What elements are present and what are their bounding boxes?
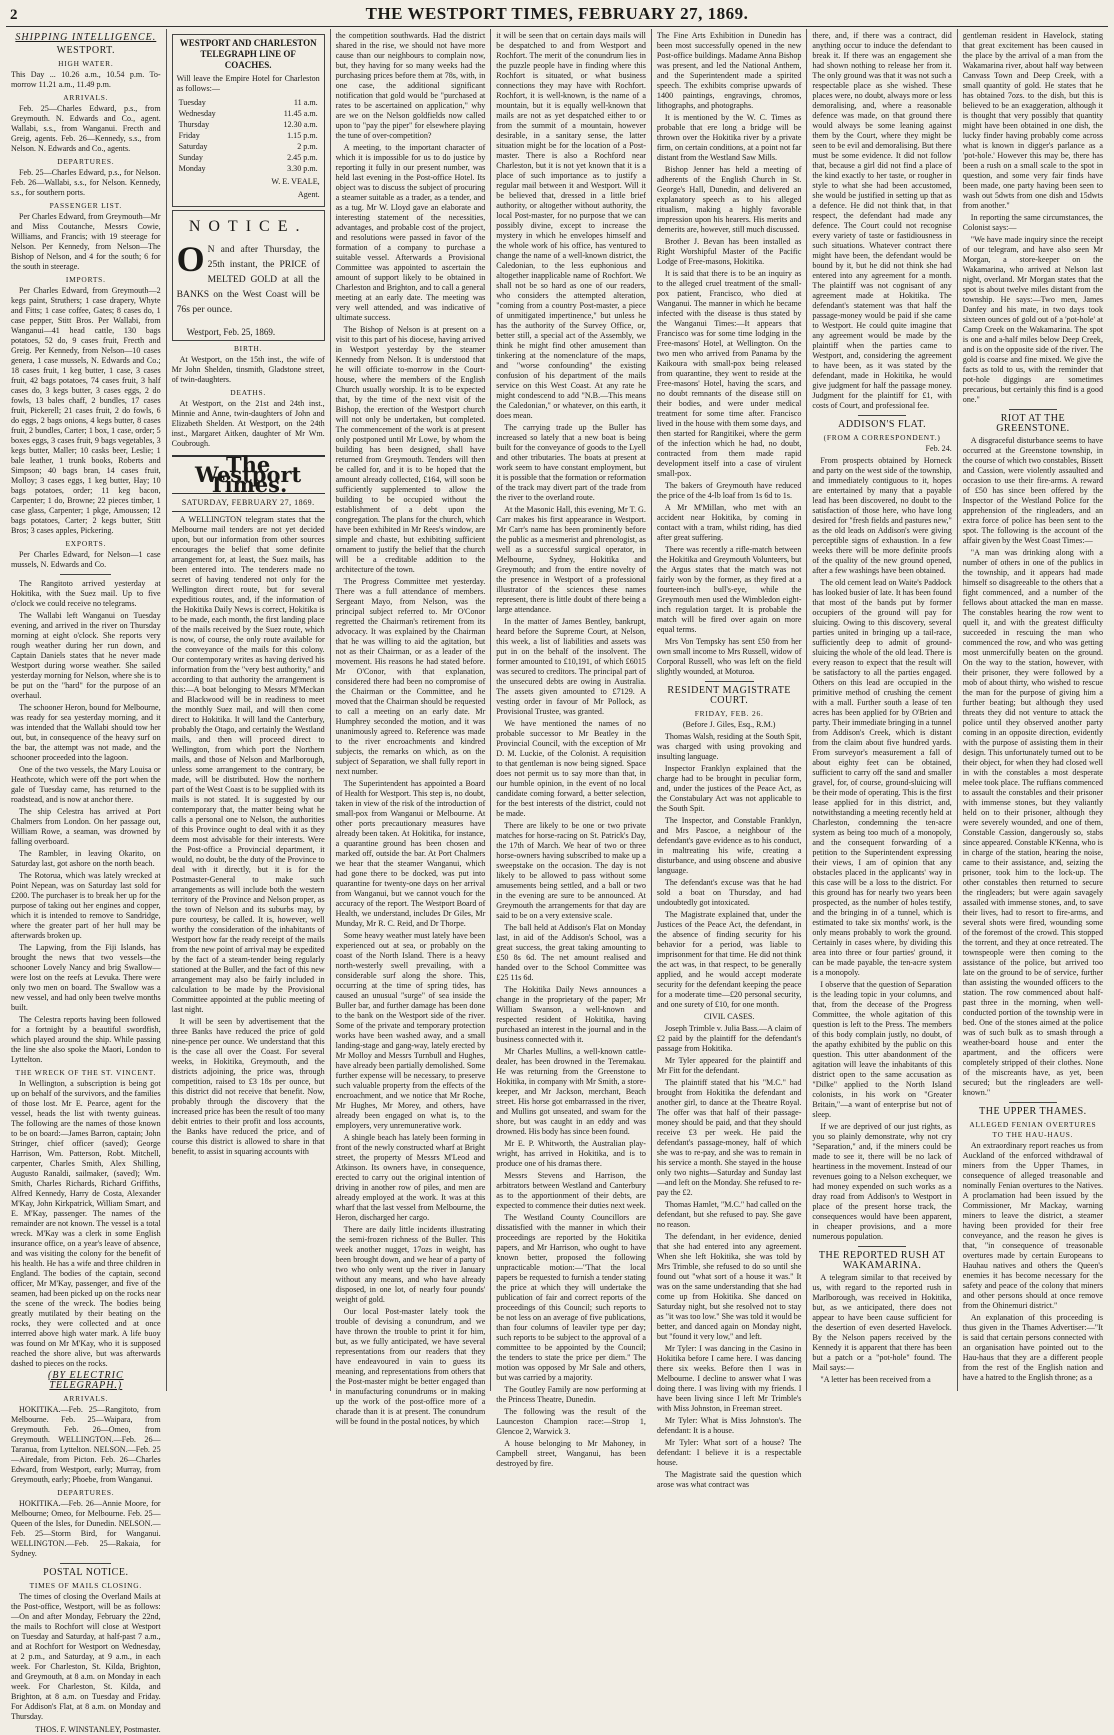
postal-heading: POSTAL NOTICE. xyxy=(43,1567,129,1578)
court-paragraph: Mr Tyler: What is Miss Johnston's. The defendant: It is a house. xyxy=(656,1416,802,1435)
column-local-news-2 xyxy=(491,29,652,1468)
news-paragraph: The bakers of Greymouth have reduced the price of the 4-lb loaf from 1s 6d to 1s. xyxy=(656,481,802,500)
postal-signature: THOS. F. WINSTANLEY, Postmaster. xyxy=(35,1725,161,1734)
timetable-row: Tuesday 11 a.m. xyxy=(178,98,318,107)
court-paragraph: The defendant, in her evidence, denied that she had entered into any agreement. When she left Hokitika, she was told by Mrs Trimble, she refused to do so until she found out "what sort of a house it was." It was on the same understanding that she had come up from Hokitika. She danced on Saturday night, but she resolved not to stay as "it was too low." She was told it would be better, and danced again on Monday night, but "found it very low," and left. xyxy=(656,1232,802,1341)
news-paragraph: The Superintendent has appointed a Board of Health for Westport. This step is, no doubt, taken in view of the risk of the introduction of small-pox from Wanganui or Melbourne. At other ports precautionary measures have already been taken. At Hokitika, for instance, a quarantine ground has been chosen and marked off, outside the bar. At Port Chalmers we hear that the steamer Wanganui, which had gone there to be docked, was put into quarantine for twenty-one days on her arrival from Wanganui, but we cannot vouch for the accuracy of the report. The Westport Board of Health, we understand, includes Dr Giles, Mr Munday, Mr R. C. Reid, and Dr Thorpe. xyxy=(335,779,486,928)
tel-departures-text: HOKITIKA.—Feb. 26—Annie Moore, for Melbourne; Omeo, for Melbourne. Feb. 25—Queen of the Isles, for Dunedin. NELSON.—Feb. 25—Storm Bird, for Wanganui. WELLINGTON.—Feb. 25—Rakaia, for Sydney. xyxy=(11,1499,161,1558)
departures-text: Feb. 25—Charles Edward, p.s., for Nelson. Feb. 26—Wallabi, s.s., for Nelson. Kennedy, s.s., for southern ports. xyxy=(11,168,161,197)
riot-paragraph: A disgraceful disturbance seems to have occurred at the Greenstone township, in the course of which two constables, Bissett and Cassion, were violently assaulted and occasion to use their fire-arms. A reward of £50 has since been offered by the Inspector of the Westland Police for the apprehension of the ringleaders, and an extra force of police has been sent to the spot. The following is the account of the affair given by the West Coast Times:— xyxy=(962,436,1103,545)
column-riot-thames xyxy=(958,29,1108,1391)
postal-subheading: TIMES OF MAILS CLOSING. xyxy=(29,1581,143,1590)
court-paragraph: Mr Tyler: I was dancing in the Casino in Hokitika before I came here. I was dancing there six weeks. Before then I was in Melbourne. I decline to answer what I was doing there. I was living with my friends. I have been living since I left Mr Trimble's with Miss Johnston, in Freeman street. xyxy=(656,1344,802,1413)
court-paragraph: Mr Tyler: What sort of a house? The defendant: I believe it is a respectable house. xyxy=(656,1438,802,1467)
timetable-row: Friday 1.15 p.m. xyxy=(178,131,318,140)
rush-continued: gentleman resident in Havelock, stating that great excitement has been caused in the place by the arrival of a man from the Wakamarina river, about half way between Canvass Town and Deep Creek, with a small quantity of gold. He states that he has obtained 7ozs. to the dish, but this is believed to be an exaggeration, although it is thought that very possibly that quantity might have been obtained in one dish, the lucky finder having probably come across what is known in digger's parlance as a 'pot-hole.' However this may be, there has been a rush on a small scale to the spot in question, and some very fair finds have been made, one party having been seen to wash out 5dwts from one dish and 15dwts from another." xyxy=(962,31,1103,210)
departures-heading: DEPARTURES. xyxy=(57,157,115,166)
thames-heading: THE UPPER THAMES. xyxy=(979,1106,1087,1117)
court-paragraph: Joseph Trimble v. Julia Bass.—A claim of £2 paid by the plaintiff for the defendant's passage from Hokitika. xyxy=(656,1024,802,1053)
timetable-row: Monday 3.30 p.m. xyxy=(178,164,318,173)
court-paragraph: Thomas Walsh, residing at the South Spit, was charged with using provoking and insulting language. xyxy=(656,732,802,761)
news-paragraph: The following was the result of the Launceston Champion race:—Strop 1, Glencoe 2, Warwick 3. xyxy=(496,1407,646,1436)
coach-advert-role: Agent. xyxy=(297,190,320,199)
news-paragraph: Brother J. Bevan has been installed as Right Worshipful Master of the Pacific Lodge of Free-masons, Hokitika. xyxy=(656,237,802,266)
thames-paragraph: An extraordinary report reaches us from Auckland of the enforced withdrawal of miners from the Upper Thames, in consequence of alleged treasonable and nominally Fenian overtures to the Natives. A proclamation had been issued by the Commissioner, Mr Mackay, warning miners to leave the district, a steamer having been provided for their free conveyance, and the reason he gives is that, "in consequence of treasonable overtures made by certain Europeans to Hauhau natives and others the Queen's enemies it has become necessary for the safety and peace of the colony that miners and other persons should at once remove from the Ohinemuri district." xyxy=(962,1141,1103,1310)
news-paragraph: Mr Charles Mullins, a well-known cattle-dealer, has been drowned in the Teremakau. He was returning from the Greenstone to Hokitika, in company with Mr Smith, a store-keeper, and Mr Jackson, merchant, Beach street. His horse got embarrassed in the river, and Mullins got unseated, and swam for the shore, but was caught in an eddy and was drowned. His body has since been found. xyxy=(496,1047,646,1136)
shipping-paragraph: The Celestra reports having been followed for a fortnight by a beautiful swordfish, which played around the ship. While passing the line she also spoke the Maori, London to Lyttelton. xyxy=(11,1015,161,1064)
news-paragraph: Some heavy weather must lately have been experienced out at sea, or probably on the coast of the North Island. There is a heavy north-westerly swell prevailing, with a considerable surf along the shore. This, occurring at the time of spring tides, has caused an unusual "surge" of sea inside the Buller bar, and further damage has been done to the bank on the Westport side of the river. Some of the private and temporary protection works have been washed away, and a small landing-stage and gang-way, lately erected by Mr Molloy and Messrs Turnbull and Hughes, have already been partially demolished. Some further expense will be necessary, to preserve such valuable property from the effects of the encroachment, and we notice that Mr Roche, Mr Hughes, Mr Morey, and others, have already been engaged on what is, to the employers, very unremunerative work. xyxy=(335,931,486,1130)
notice-dropcap: O xyxy=(176,239,205,279)
news-paragraph: There are likely to be one or two private matches for horse-racing on St. Patrick's Day, the 17th of March. We hear of two or three horse-owners having subscribed to make up a sweepstake on the occasion. The day is not likely to be allowed to pass without some amusements being settled, and a ball or two in the evening are sure to be announced. At Greymouth the arrangements for that day are said to be on a very extensive scale. xyxy=(496,821,646,920)
shipping-paragraph: The Rambler, in leaving Okarito, on Saturday last, got ashore on the north beach. xyxy=(11,849,161,868)
birth-heading: BIRTH. xyxy=(233,344,263,353)
addison-date: Feb. 24. xyxy=(925,444,952,453)
news-paragraph: The Fine Arts Exhibition in Dunedin has been most successfully opened in the new Post-office buildings. Madame Anna Bishop was present, and led the National Anthem, and the Superintendent made a spirited speech. The exhibits comprise upwards of 1400 paintings, engravings, chromos, lithographs, and photographs. xyxy=(656,31,802,110)
rush-paragraph: "We have made inquiry since the receipt of our telegram, and have also seen Mr Morgan, a store-keeper on the Wakamarina, who arrived at Nelson last night, overland. Mr Morgan states that the spot is about twelve miles distant from the township. He says:—Two men, James Danfey and his mate, in two days took sixteen ounces of gold out of a 'pot-hole' at Camp Creek on the Wakamarina. The spot is one and a-half miles below Deep Creek, and is on the opposite side of the river. The gold is coarse and fine mixed. We give the facts as told to us, with the reminder that pot-hole diggings are sometimes precarious, but certainly this find is a good one." xyxy=(962,235,1103,404)
timetable-row: Wednesday 11.45 a.m. xyxy=(178,109,318,118)
court-paragraph: The Magistrate explained that, under the Justices of the Peace Act, the defendant, in the absence of finding security for his behavior for a period, was liable to imprisonment for that time. He did not think the act was, in that respect, to be generally applied, and he would accept moderate security for the defendant keeping the peace for a moderate time—£20 personal security, and one surety of £10, for one month. xyxy=(656,910,802,1009)
court-date: FRIDAY, FEB. 26. xyxy=(694,709,764,718)
column-local-news-1 xyxy=(331,29,492,1426)
news-paragraph: A shingle beach has lately been forming in front of the newly constructed wharf at Bright street, the property of Messrs M'Leod and Atkinson. Its owners have, in consequence, erected to carry out the original intention of driving in another row of piles, and men are already employed at the work. It was at this wharf that the last vessel from Melbourne, the Heron, discharged her cargo. xyxy=(335,1133,486,1222)
news-paragraph: The ball held at Addison's Flat on Monday last, in aid of the Addison's School, was a great success, the great taking amounting to £50 8s 6d. The net amount realised and handed over to the School Committee was £25 11s 6d. xyxy=(496,923,646,982)
rush-paragraph: In reporting the same circumstances, the Colonist says:— xyxy=(962,213,1103,232)
exports-text: Per Charles Edward, for Nelson—1 case mussels, N. Edwards and Co. xyxy=(11,550,161,569)
news-paragraph: There are daily little incidents illustrating the semi-frozen richness of the Buller. This week another nugget, 17ozs in weight, has been brought down, and we hear of a party of two who only went up the river in January without any means, and who have already disposed, in one lot, of nearly four pounds' weight of gold. xyxy=(335,1225,486,1304)
court-paragraph: The defendant's excuse was that he had sold a boat on Thursday, and had undoubtedly got intoxicated. xyxy=(656,878,802,907)
news-paragraph: At the Masonic Hall, this evening, Mr T. G. Carr makes his first appearance in Westport. Mr Carr's name has been prominently before the public as a mesmerist and phrenologist, as well as a successful surgical operator, in Melbourne, Sydney, Hokitika and Greymouth; and from the entire novelty of the presence in Westport of a professional illustrator of the sciences these names represent, there is little doubt of there being a large attendance. xyxy=(496,505,646,614)
news-paragraph: A meeting, to the important character of which it is impossible for us to do justice by reporting it fully in our present number, was held last evening in the Post-office Hotel. Its object was to discuss the subject of procuring a steamer suitable as a trader, as a tender, and as a tug. Mr W. Lloyd gave an elaborate and interesting statement of the necessities, advantages, and probable cost of the project, and resolutions were passed in favor of the formation of a company to purchase a suitable vessel. Afterwards a Provisional Committee was appointed to ascertain the amount of support likely to be obtained in Charleston and Brighton, and to call a general meeting at an early date. The meeting was very well attended, and was indicative of ultimate success. xyxy=(335,143,486,322)
news-paragraph: Messrs Stevens and Harrison, the arbitrators between Westland and Canterbury as to the apportionment of their debts, are expected to commence their duties next week. xyxy=(496,1171,646,1210)
addison-heading: ADDISON'S FLAT. xyxy=(838,419,927,430)
court-bench: (Before J. Giles, Esq., R.M.) xyxy=(682,720,776,729)
birth-text: At Westport, on the 15th inst., the wife of Mr John Shelden, tinsmith, Gladstone street, of twin-daughters. xyxy=(171,355,325,384)
postal-text: The times of closing the Overland Mails at the Post-office, Westport, will be as follows:—On and after Monday, February the 22nd, the mails to Rochfort will close at Westport on Tuesday and Saturday, at half-past 7 a.m., and at Rochfort for Westport on Wednesday, at 2 p.m., and Saturday, at 9 a.m., in each week. For Charleston, St. Kilda, Brighton, and Greymouth, at 8 a.m. on Monday in each week. For Charleston, St. Kilda, and Brighton, at 8 a.m. on Tuesday and Friday. For Addison's Flat, at 8 a.m. on Monday and Thursday. xyxy=(11,1592,161,1721)
coach-advert-intro: Will leave the Empire Hotel for Charleston as follows:— xyxy=(176,74,320,93)
news-paragraph: Our local Post-master lately took the trouble of devising a conundrum, and we have thrown the trouble to print it for him, but, as we fully anticipated, we have several representations from our readers that they have endeavoured in vain to guess its meaning, and representations from others that the Post-master might be better engaged than in manufacturing conundrums or in making up the work of the post-office more of a charade than it is at present. The conundrum will be found in the postal notices, by which xyxy=(335,1307,486,1426)
court-paragraph: The Inspector, and Constable Franklyn, and Mrs Pascoe, a neighbour of the defendant's gave evidence as to his conduct, in maltreating his wife, creating a disturbance, and using obscene and abusive language. xyxy=(656,816,802,875)
court-paragraph: Inspector Franklyn explained that the charge had to be brought in peculiar form, and, under the justices of the Peace Act, as the Constabulary Act was not applicable to the South Spit. xyxy=(656,764,802,813)
court-paragraph: Thomas Hamlet, "M.C." had called on the defendant, but she refused to pay. She gave no reason. xyxy=(656,1200,802,1229)
editorial-dateline: SATURDAY, FEBRUARY 27, 1869. xyxy=(172,498,325,512)
timetable-row: Thursday 12.30 a.m. xyxy=(178,120,318,129)
news-paragraph: the competition southwards. Had the district shared in the rise, we should not have more cause than our neighbours to complain now, but, they having for so many weeks had the purchasing prices before them at 78s, with, in one case, the additional significant notification that gold would be "purchased at rates to be ascertained on application," why are we on the Nelson goldfields now called upon to "pay the piper" for elsewhere playing the tune of over-competition? xyxy=(335,31,486,140)
editorial-paragraph: A WELLINGTON telegram states that the Melbourne mail tenders are not yet decided upon, but our information from other sources encourages the belief that some definite arrangement for, at least, the Suez mails, has been entered into. The tenderers made no secret of having tendered not only for the Wellington direct route, but for several expeditious routes, and, if the information of the Hokitika Daily News is correct, Hokitika is to be made, each month, the first landing place of the mails received by the Suez route, which is now, of course, the only route available for the conveyance of the mails for this colony. Our contemporary writes as having derived his information from the "very best authority," and according to that authority the arrangement is this:—A boat belonging to Messrs M'Meckan and Blackwood will be in readiness to meet the monthly Suez mail, and will then come direct to Hokitika. It will land the Canterbury, probably the Otago, and certainly the Westland mails, and then will proceed direct to Wellington, from which port the Northern mails, and those of Nelson and Marlborough, unless some arrangement to the contrary, be made, will be distributed. How the northern part of the West Coast is to be supplied with its mails is not stated. It is suggested by our contemporary that, the matter being what he calls a personal one to Nelson, the authorities of this Province ought to deal with it as they deem most advisable for their interests. Were the Post-office a Provincial department, it would, no doubt, be the duty of the Province to deal with it directly, but it is for the Postmaster-General to make such arrangements as will include both the western territory of the Province and Nelson proper, as the town of Nelson and its suburbs may, by pure courtesy, be called. It is, however, well worthy the consideration of the inhabitants of Westport how far the ready receipt of the mails from the new point of arrival may be expedited by the fact of a steam-tender being regularly stationed at the Buller, and the fact of this new arrangement may also be fairly included in calculation to be made by the Provisional Committee appointed at the public meeting of last night. xyxy=(171,515,325,1014)
column-addisons-flat xyxy=(807,29,957,1391)
tel-departures-heading: DEPARTURES. xyxy=(57,1488,115,1497)
timetable-row: Saturday 2 p.m. xyxy=(178,142,318,151)
masthead xyxy=(6,4,1108,27)
gold-price-notice xyxy=(172,210,325,341)
deaths-text: At Westport, on the 21st and 24th inst., Minnie and Anne, twin-daughters of John and Elizabeth Shelden. At Westport, on the 24th inst., Margaret Aitken, daughter of Mr Wm. Coubrough. xyxy=(171,399,325,448)
column-ads-editorial xyxy=(167,29,331,1391)
riot-paragraph: "A man was drinking along with a number of others in one of the publics in the township, and it appears had made himself so disagreeable to the others that a fight commenced, and a number of the fellows about attacked the man en masse. The constables hearing the row went to quell it, and with the greatest difficulty succeeded in rescuing the man who commenced the row, and who was getting most unmercifully beaten on the ground. On the way to the station, however, with their prisoner, they were followed by a mob of about thirty, who wished to rescue the man for the purpose of giving him a further beating; but although they used threats they did not venture to attack the police until they observed another party coming in an opposite direction, evidently with the purpose of assisting them in their design. This unfortunately turned out to be their object, for when they had closed well in with the constables a most desperate melee took place. The ruffians commenced to assault the constables and their prisoner with immense stones, but they valiantly held on to their prisoner, although they were severely wounded, and one of them, Constable Cassion, dangerously so, stabs since appeared. Constable K'Kenna, who is in charge of the station, hearing the noise, came to their assistance, and, seizing the prisoner, took him to the lock-up. The other constables then returned to secure the ringleaders; but were again savagely assailed with immense stones, and, to save their lives, had to resort to fire-arms, and several shots were fired, wounding some of the foremost of the crowd. This stopped the torrent, and they at once retreated. The townspeople were then coming to the assistance of the police, but arrived too late on the ground to be of service, further than assisting the wounded officers to the station. The row commenced about half-past three in the morning, when well-conducted portion of the township were in bed. One of the stones aimed at the police was of such bulk as to smash through a weather-board house and enter the apartment, and the officers were completely stripped of their clothes. None of the miscreants have, as yet, been secured; but the ringleaders are well-known." xyxy=(962,548,1103,1097)
coach-advert xyxy=(172,34,325,207)
news-paragraph: It is mentioned by the W. C. Times as probable that ere long a bridge will be thrown over the Hokitika river by a private firm, on certain conditions, at a point not far distant from the Westland Saw Mills. xyxy=(656,113,802,162)
addison-paragraph: The old cement lead on Waite's Paddock has looked busier of late. It has been found that most of the bands put by former occupiers of the ground will pay for sluicing. Owing to this discovery, several parties united in bringing up a tail-race, sufficiently deep to admit of ground-sluicing the whole of the old lead. There is every reason to expect that the result will be satisfactory to all the parties engaged. Others on this lead are occupied in the primitive method of crushing the cement with a mall. Further south a lease of ten acres has been applied for by O'Brien and party. Their immediate bringing in a tunnel from Addison's Creek, which is distant from the claim about five hundred yards. From surveyor's measurement a fall of about eighty feet can be obtained, sufficient to carry off the sand and smaller gravel, for, of course, ground-sluicing will be their mode of operating. This is the first lease applied for in this district, and, notwithstanding a meeting recently held at Charleston, condemning the ten-acre system as being too much of a monopoly, and the consequent forwarding of a petition to the Superintendent expressing their views, I am of opinion that any obstacles placed in the applicants' way in this case will be a loss to the district. For this ground has for nearly two years been prospected, as the number of holes testify, and the bringing in of a tunnel, which is estimated to take six months' work, is the only means probably to work the ground. Certainly in cases where, by dividing this area into three or four parties' ground, it can be made payable, the ten-acre system is a monopoly. xyxy=(812,578,952,977)
rush-paragraph: "A letter has been received from a xyxy=(820,1375,931,1384)
shipping-paragraph: The Rangitoto arrived yesterday at Hokitika, with the Suez mail. Up to five o'clock we could receive no telegrams. xyxy=(11,579,161,608)
court-continued: there, and, if there was a contract, did anything occur to induce the defendant to break it. If there was an engagement she had shown nothing to release her from it. The only ground was that it was not such a respectable place as she wished. These places were, no doubt, always more or less demoralising, and, where a reasonable defence was made, on that ground there would always be some leaning against them by the Court, where they might be seen to be evil and demoralising. But there must be some evidence. It did not follow that, because a girl did not find a place of the kind exactly to her taste, or rougher in style to what she had been accustomed, she would be justified in setting up that as a defence. He did not think that, in that respect, the defendant had made any defence. The Court could not recognise every variety of taste or fastidiousness in such situations. Whatever contract there might have been, the defendant would be bound by it, but he did not think she had entered into any agreement for a month. The plaintiff was not cognisant of any agreement made at Hokitika. The defendant's statement was that half the passage-money would be paid if she came to Westport. He could quite imagine that any agreement would be made by the plaintiff when the parties came to Westport, and, considering the agreement to have been, as it was stated by the defendant, made in Hokitika, he would give judgment for half the passage money. Judgment for the plaintiff for £1, with costs of Court, and professional fee. xyxy=(812,31,952,410)
news-paragraph: We have mentioned the names of no probable successor to Mr Beatley in the Provincial Council, with the exception of Mr D. M. Luckie, of the Colonist. A requisition to that gentleman is now being signed. Space does not permit us to say more than that, in our humble opinion, in the event of no local candidate coming forward, a better selection, for the best interests of the district, could not be made. xyxy=(496,719,646,818)
notice-title: NOTICE. xyxy=(188,218,308,235)
court-paragraph: The Magistrate said the question which arose was what contract was xyxy=(656,1470,802,1489)
wreck-text: In Wellington, a subscription is being got up on behalf of the survivors, and the families of those lost. Mr E. Pearce, agent for the vessel, heads the list with twenty guineas. The following are the names of those known to be on board:—James Barron, captain; John Stringer, chief officer (saved); George Harrison, Wm. Patterson, Robt. Mitchell, carpenter, Charles Smith, Alex Shilling, Augusto Ranaldi, sailmaker, (saved); Wm. Smith, Charles Richards, Richard Griffiths, Alfred Kennedy, Harry de Costa, Alexander M'Kay, John Kirkpatrick, William Smart, and E. M'Kay, passenger. The names of the remainder are not known. The vessel is a total wreck. M'Kay was a clerk in some English insurance office, on a year's leave of absence, and was visiting the colony for the benefit of his health. He has a wife and three children in England. The bodies of the captain, second officer, Mr M'Kay, passenger, and five of the seamen, had been picked up on the rocks near the scene of the wreck. The bodies being greatly mutilated by their beating on the rocks, they were collected and at once interred above high water mark. A life buoy was found on Mr M'Kay, who it is supposed reached the shore alive, but was afterwards dashed to pieces on the rocks. xyxy=(11,1079,161,1368)
page-number: 2 xyxy=(10,7,18,23)
coach-advert-signature: W. E. VEALE, xyxy=(271,177,320,186)
rush-heading: THE REPORTED RUSH AT WAKAMARINA. xyxy=(818,1250,946,1271)
newspaper-title: THE WESTPORT TIMES, FEBRUARY 27, 1869. xyxy=(365,4,749,23)
high-water-text: This Day ... 10.26 a.m., 10.54 p.m. To-morrow 11.21 a.m., 11.49 p.m. xyxy=(11,70,161,89)
shipping-paragraph: The ship Celestra has arrived at Port Chalmers from London. On her passage out, William Rowe, a seaman, was drowned by falling overboard. xyxy=(11,807,161,846)
editorial-paragraph: It will be seen by advertisement that the three Banks have reduced the price of gold nine-pence per ounce. We understand that this is the case all over the Coast. For several weeks, in Hokitika, Greymouth, and the districts adjoining, the price was, through competition, raised to £3 18s per ounce, but this district did not receive that benefit. Now, probably through the discovery that the increased price has been the result of too many debit entries to their profit and loss accounts, the Banks have reduced the price, and of course this district is allowed to share in that benefit, to assist in squaring accounts with xyxy=(171,1017,325,1156)
addison-paragraph: If we are deprived of our just rights, as you so plainly demonstrate, why not cry "Separation," and, if the miners could be made to see it, there will be no lack of heartiness in the movement. Instead of our revenues going to a Nelson exchequer, we had money expended on such works as a dray road from Addison's to Westport in place of the present horse track, the consequences would have been apparent, in cheaper provisions, and a more numerous population. xyxy=(812,1122,952,1241)
addison-subheading: (FROM A CORRESPONDENT.) xyxy=(823,433,941,442)
deaths-heading: DEATHS. xyxy=(230,388,267,397)
news-paragraph: Mr E. P. Whitworth, the Australian play-wright, has arrived in Hokitika, and is to produce one of his dramas there. xyxy=(496,1139,646,1168)
coach-timetable xyxy=(177,97,320,174)
news-paragraph: The Westland County Councillors are dissatisfied with the manner in which their proceedings are reported by the Hokitika papers, and Mr Harrison, who ought to have known better, proposed the following unpracticable motion:—"That the local papers be requested to furnish a tender stating the price at which they will undertake the publication of fair and correct reports of the proceedings of this Council; such reports to be not less on an average of five publications, than four columns of leaviler type per day; such reports to be subject to the approval of a committee to be appointed by the Council; the tenders to state the price per diem." The motion was opposed by Mr Sale and others, but was carried by a majority. xyxy=(496,1213,646,1382)
news-paragraph: The Bishop of Nelson is at present on a visit to this part of his diocese, having arrived in Westport yesterday by the steamer Kennedy from Nelson. It is understood that he will officiate to-morrow in the Court-house, where the members of the English Church usually worship. It is to be expected that, by the time of the next visit of the Bishop, the erection of the Westport church will not only be undertaken, but completed. The commencement of the work is at present only postponed until Mr Lowe, by whom the building has been designed, shall have returned from Greymouth. Tenders will then be called for, and it is to be hoped that the amount already collected, £164, will soon be sufficiently supplemented to allow the building to be occupied without the establishment of a debt upon the congregation. The plans for the church, which have been exhibited in Mr Rees's window, are simple and chaste, but exhibiting sufficient ornament to justify the belief that the church will be a creditable addition to the architecture of the town. xyxy=(335,325,486,574)
news-paragraph: There was recently a rifle-match between the Hokitika and Greymouth Volunteers, but the Argus states that the match was not fairly won by the former, as they fired at a fourteen-inch bull's-eye, while the Greymouth men used the Wimbledon eight-inch regulation target. It is probable the match will be fired over again on more equal terms. xyxy=(656,545,802,634)
news-paragraph: A Mr M'Millan, who met with an accident near Hokitika, by coming in contact with a tram, whilst riding, has died after great suffering. xyxy=(656,503,802,542)
news-paragraph: Mrs Von Tempsky has sent £50 from her own small income to Mrs Russell, widow of Corporal Russell, who was left on the field slightly wounded, at Moturoa. xyxy=(656,637,802,676)
column-shipping xyxy=(6,29,167,1734)
shipping-paragraph: The Lapwing, from the Fiji Islands, has brought the news that two vessels—the schooner Lovely Nancy and brig Swallow—were lost on the reefs at Levuka. There were only two men on board. The Swallow was a new vessel, and had only been twelve months built. xyxy=(11,943,161,1012)
nameplate: The Westport Times. xyxy=(172,455,325,494)
news-paragraph: The Hokitika Daily News announces a change in the proprietary of the paper; Mr William Swanson, a well-known and respected resident of Hokitika, having purchased an interest in the journal and in the business connected with it. xyxy=(496,985,646,1044)
section-heading: SHIPPING INTELLIGENCE. xyxy=(15,32,157,43)
news-paragraph: The Progress Committee met yesterday. There was a full attendance of members. Sergeant Mayo, from Nelson, was the principal subject referred to. Mr O'Conor regretted the Chairman's retirement from its advocacy. It was explained by the Chairman that he was willing to aid the agitation, but not as their Chairman, or as a leader of the movement. His reasons he had stated before. Mr O'Conor, with that explanation, considered there had been no compromise of the Chairman or the Committee, and he moved that the Chairman should be requested to call a meeting on an early date. Mr Humphrey seconded the motion, and it was unanimously agreed to. Reference was made to the river encroachments and kindred subjects, the remarks on which, as on the subject of Separation, we shall fully report in next number. xyxy=(335,577,486,776)
arrivals-heading: ARRIVALS. xyxy=(63,93,109,102)
shipping-paragraph: One of the two vessels, the Mary Louisa or Heathcote, which were off the port when the gale of Tuesday came, has returned to the roadstead, and is now at anchor there. xyxy=(11,765,161,804)
thames-paragraph: An explanation of this proceeding is thus given in the Thames Advertiser:—"It is said that certain persons connected with an organisation have pointed out to the Hau-haus that they are a different people from the rest of the English nation and have a hatred to the English throne; as a xyxy=(962,1313,1103,1382)
rush-paragraph: A telegram similar to that received by us, with regard to the reported rush in Marlborough, was received in Hokitika, but, as we anticipated, there does not appear to have been cause sufficient for the desertion of even deserted Havelock. By the Nelson papers received by the Kennedy it is apparent that there has been but a patch or a "pot-hole" found. The Mail says:— xyxy=(812,1273,952,1372)
coach-advert-title: WESTPORT AND CHARLESTON TELEGRAPH LINE OF COACHES. xyxy=(179,38,317,70)
news-paragraph: Bishop Jenner has held a meeting of adherents of the English Church in St. George's Hall, Dunedin, and delivered an explanatory speech as to his alleged ritualism, making a highly favorable impression upon his hearers. His merits and demerits are, however, still much discussed. xyxy=(656,165,802,234)
notice-date: Westport, Feb. 25, 1869. xyxy=(186,327,276,337)
arrivals-text: Feb. 25—Charles Edward, p.s., from Greymouth. N. Edwards and Co., agent. Wallabi, s.s., from Wanganui. Frecth and Greig, agents. Feb. 26—Kennedy, s.s., from Nelson. N. Edwards and Co., agents. xyxy=(11,104,161,153)
imports-text: Per Charles Edward, from Greymouth—2 kegs paint, Struthers; 1 case drapery, Whyte and Fitts; 1 case coffee, Gates; 8 cases do, 1 case pepper, Stitt Bros. Per Wallabi, from Wanganui—41 head cattle, 130 bags potatoes, 52 do, 9 cases fruit, Frecth and Greig. Per Kennedy, from Nelson—10 cases genera, 1 case mussels, N. Edwards and Co.; 18 cases fruit, 1 keg butter, 1 case, 3 cases fruit, 42 bags potatoes, 74 cases fruit, 3 half cases do, 3 kegs butter, 3 cases eggs, 2 do fowls, 13 bales chaff, 2 bundles, 17 cases fruit, Pickerell; 21 cases fruit, 2 do fowls, 6 do eggs, 2 bags onions, 4 kegs butter, 8 cases fruit, 2 bundles, Carter; 1 box, 1 case, order; 5 boxes eggs, 3 cases fruit, 9 bags vegetables, 3 kegs butter, Maller; 10 casks beer, Leslie; 1 bale leather, 1 trunk books, Roberts and Simpson; 40 bags bran, 14 cases fruit, Molloy; 3 cases eggs, 1 keg butter, Hay; 10 bags potatoes, order; 11 keg bacon, Carpenter; 1 do, Browne; 22 pieces timber, 1 case glass, Carpenter; 1 pkge, Amoussen; 12 bags potatoes, Carter; 2 kegs butter, Stitt Bros; 3 cases apples, Pickering. xyxy=(11,286,161,535)
news-paragraph: It is said that there is to be an inquiry as to the alleged cruel treatment of the small-pox patient, Francisco, who died at Wanganui. The manner in which he became infected with the disease is thus stated by the Wanganui Times:—It appears that Francisco was for some time lodging in the Free-masons' Hotel, at Wellington. On the two men who arrived from Panama by the Kaikoura with small-pox being released from quarantine, they went to reside at the Free-masons' Hotel, having the scars, and no doubt remnants of the disease still on their bodies, and were under medical treatment for some time after. Francisco lived in the house with them some days, and then started for Rangitikei, where the germ of the infection which he had, no doubt, contracted from them made rapid development itself into a case of virulent small-pox. xyxy=(656,269,802,478)
shipping-paragraph: The Rotorua, which was lately wrecked at Point Nepean, was on Saturday last sold for £200. The purchaser is to break her up for the purpose of taking out her engines and copper, which it is intended to remove to Sandridge, where the greater part of her hull may be afterwards broken up. xyxy=(11,871,161,940)
tel-arrivals-heading: ARRIVALS. xyxy=(63,1394,109,1403)
thames-subheading: ALLEGED FENIAN OVERTURES TO THE HAU-HAUS. xyxy=(969,1120,1097,1139)
place-heading: WESTPORT. xyxy=(56,45,116,56)
columns xyxy=(6,29,1108,1734)
column-news-court xyxy=(652,29,808,1489)
news-paragraph: In the matter of James Bentley, bankrupt, heard before the Supreme Court, at Nelson, this week, a list of liabilities and assets was put in on the behalf of the insolvent. The former amounted to £10,191, of which £6015 was secured to creditors. The principal part of the unsecured debts are owing in Australia. The assets given amounted to £7129. A vesting order in favour of Mr Pollock, as Provisional Trustee, was granted. xyxy=(496,617,646,716)
addison-paragraph: I observe that the question of Separation is the leading topic in your columns, and that, from the decease of the Progress Committee, the whole agitation of this question is left to the Press. The members of this body complain justly, no doubt, of the apathy exhibited by the public on this question. This utter abandonment of the agitation will leave the inhabitants of this district open to the same accusation as "Dilke" applied to the North Island colonists, in his work on "Greater Britain,"—a want of enterprise but not of sleep. xyxy=(812,980,952,1119)
wreck-heading: THE WRECK OF THE ST. VINCENT. xyxy=(15,1068,157,1077)
riot-heading: RIOT AT THE GREENSTONE. xyxy=(996,413,1070,434)
shipping-paragraph: The schooner Heron, bound for Melbourne, was ready for sea yesterday morning, and it was intended that the Wallabi should tow her out, but, in consequence of the heavy surf on the bar, the attempt was not made, and the schooner proceeded into the lagoon. xyxy=(11,703,161,762)
passengers-heading: PASSENGER LIST. xyxy=(49,201,122,210)
notice-body: N and after Thursday, the 25th instant, the PRICE of MELTED GOLD at all the BANKS on the West Coast will be 76s per ounce. xyxy=(176,244,320,315)
high-water-heading: HIGH WATER. xyxy=(58,59,114,68)
news-paragraph: A house belonging to Mr Mahoney, in Campbell street, Wanganui, has been destroyed by fire. xyxy=(496,1439,646,1468)
imports-heading: IMPORTS. xyxy=(65,275,106,284)
civil-cases-heading: CIVIL CASES. xyxy=(703,1012,755,1021)
tel-arrivals-text: HOKITIKA.—Feb. 25—Rangitoto, from Melbourne. Feb. 25—Waipara, from Greymouth. Feb. 26—Omeo, from Greymouth. WELLINGTON.—Feb. 26—Taranua, from Lyttelton. NELSON.—Feb. 25—Airedale, from Picton. Feb. 26—Charles Edward, from Westport, early; Murray, from Greymouth, early; Phoebe, from Wanganui. xyxy=(11,1405,161,1484)
news-paragraph: The Goutley Family are now performing at the Princess Theatre, Dunedin. xyxy=(496,1385,646,1404)
shipping-paragraph: The Wallabi left Wanganui on Tuesday evening, and arrived in the river on Thursday morning at eight o'clock. She reports very rough weather during her run down, and Captain Daniels states that he never made Westport during worse weather. She sailed yesterday morning for Nelson, where she is to be put on the "hard" for the purpose of an overhaul. xyxy=(11,611,161,700)
court-paragraph: Mr Tyler appeared for the plaintiff and Mr Fitt for the defendant. xyxy=(656,1056,802,1075)
addison-paragraph: From prospects obtained by Horneck and party on the west side of the township, and immediately contiguous to it, hopes are entertained by many that a payable lead has been discovered, no doubt to the satisfaction of those here, who have long desired for "fresh fields and pastures new," as the old leads on Addison's were giving perceptible signs of exhaustion. In a few weeks there will be more definite proofs of the quality of the new ground opened, after a few washings have been obtained. xyxy=(812,456,952,575)
news-paragraph: The carrying trade up the Buller has increased so lately that a new boat is being built for the conveyance of goods to the Lyell and other tributaries. The boats at present at work seem to have constant employment, but it is possible that the formation or reformation of the track may divert part of the trade from the river to the overland route. xyxy=(496,423,646,502)
passengers-text: Per Charles Edward, from Greymouth—Mr and Miss Coutanche, Messrs Cowie, Williams, and Francis; with 19 steerage for Nelson. Per Kennedy, from Nelson—The Bishop of Nelson, and 4 for the south; 6 for the south in steerage. xyxy=(11,212,161,271)
timetable-row: Sunday 2.45 p.m. xyxy=(178,153,318,162)
telegraph-heading: (BY ELECTRIC TELEGRAPH.) xyxy=(48,1370,124,1391)
court-paragraph: The plaintiff stated that his "M.C." had brought from Hokitika the defendant and another girl, to dance at the Theatre Royal. The offer was that half of their passage-money should be paid, and that they should receive £3 per week. He paid the defendant's passage-money, half of which she was to re-pay, and she was to remain in his service a month. She stayed in the house only two nights—Saturday and Sunday last—and left on the Monday. She refused to re-pay the £2. xyxy=(656,1078,802,1197)
court-heading: RESIDENT MAGISTRATE COURT. xyxy=(667,685,791,706)
exports-heading: EXPORTS. xyxy=(65,539,107,548)
news-paragraph: it will be seen that on certain days mails will be despatched to and from Westport and Rochfort. The merit of the conundrum lies in the puzzle people have in finding where this Rochfort is situated, or what business connections they may have with Rochfort. Rochfort, it is well-known, is the name of a mountain, but it is equally well-known that mails are not as yet despatched either to or from the summit of a mountain, however desirable, in a sanitary sense, the latter situation might be for the location of a Post-master. There is also a Rochford near Charleston, but it is not yet known that it is a place of such importance as to justify a regular mail between it and Westport. Will it be believed that, dressed in a little brief authority, or altogether without authority, the local Post-master, for no purpose that we can possibly divine, except to increase the mystery in which he envelopes himself and the whole work of his office, has ventured to change the name of a well-known district, the Caledonian, to the less euphonious and altogether inapplicable name of Rochfort. We shall not be so hard as one of our readers, who considers the attempted alteration, "coming from a country Post-master, a piece of unmitigated impertinence," but unless he has the authority of the Survey Office, or, better still, a special act of the Assembly, we think he might find other amusement than tinkering at the nomenclature of the maps, and "worse confounding" the existing confusion of his department of the mails service on this West Coast. At any rate he might condescend to add "N.B.—This means the Caledonian," or whatever, on this earth, it does mean. xyxy=(496,31,646,420)
